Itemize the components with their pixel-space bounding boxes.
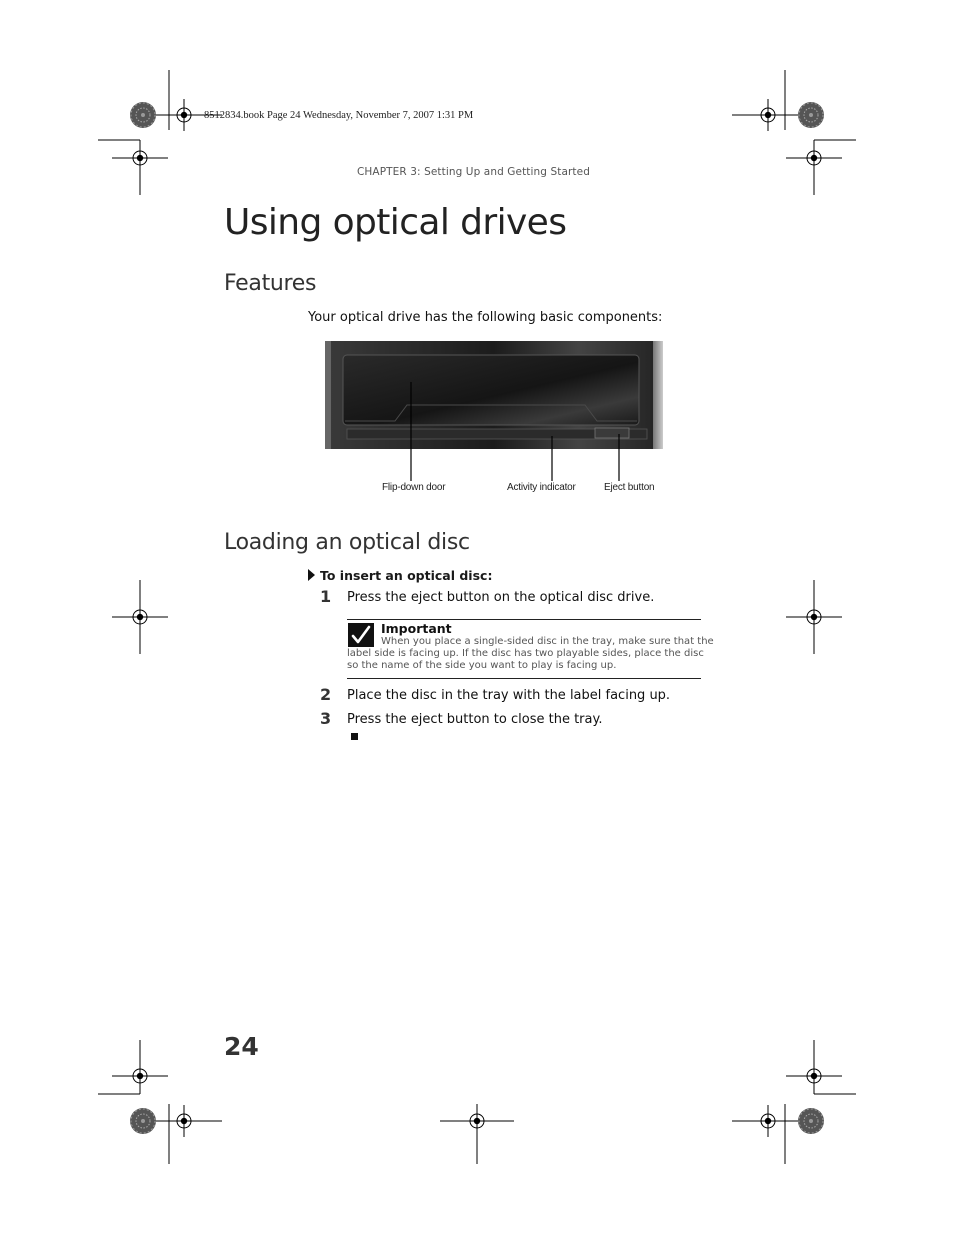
page-number: 24 [224,1032,259,1061]
note-line: When you place a single-sided disc in the tray, make sure that the [381,636,714,647]
step-text: Place the disc in the tray with the label facing up. [347,688,671,703]
features-heading: Features [224,271,317,296]
loading-heading: Loading an optical disc [224,530,470,555]
end-of-procedure-mark [351,733,358,740]
step-text: Press the eject button to close the tray. [347,712,603,727]
step-number: 3 [320,709,332,728]
features-intro: Your optical drive has the following basic components: [308,310,663,325]
triangle-arrow-icon [308,569,315,581]
page-title: Using optical drives [224,202,567,243]
note-line: so the name of the side you want to play is facing up. [347,660,617,671]
note-line: label side is facing up. If the disc has two playable sides, place the disc [347,648,704,659]
callout-eject-button: Eject button [604,482,655,493]
step-number: 2 [320,685,332,704]
step-number: 1 [320,587,332,606]
callout-flip-down-door: Flip-down door [382,482,446,493]
procedure-title [308,568,492,583]
running-head: CHAPTER 3: Setting Up and Getting Started [357,166,590,178]
step-text: Press the eject button on the optical disc drive. [347,590,655,605]
important-note [347,619,714,679]
note-text [347,636,714,672]
procedure-title-text: To insert an optical disc: [320,568,493,583]
note-title: Important [381,621,452,636]
callout-activity-indicator: Activity indicator [507,482,576,493]
book-slug: 8512834.book Page 24 Wednesday, November 7, 2007 1:31 PM [204,110,474,121]
